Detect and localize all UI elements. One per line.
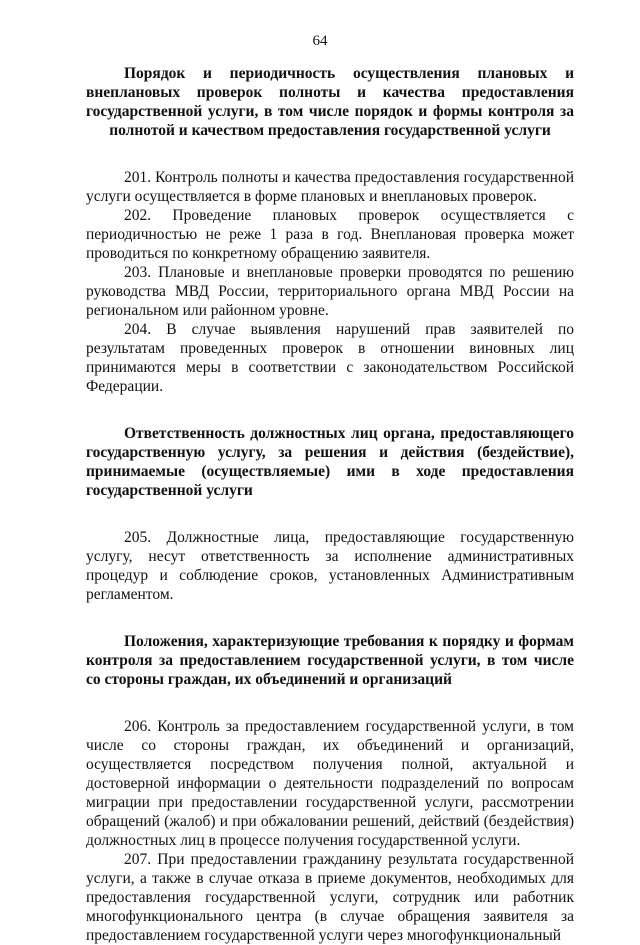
paragraph-202: 202. Проведение плановых проверок осуществляется с периодичностью не реже 1 раза в год. Внеплановая проверка может проводиться по конкретному обращению заявителя. xyxy=(86,207,574,262)
paragraph-203: 203. Плановые и внеплановые проверки проводятся по решению руководства МВД России, территориального органа МВД России на региональном или районном уровне. xyxy=(86,264,574,319)
section-heading-control: Положения, характеризующие требования к порядку и формам контроля за предоставлением государственной услуги, в том числе со стороны граждан, их объединений и организаций xyxy=(86,633,574,688)
page-content xyxy=(86,64,574,945)
paragraph-205: 205. Должностные лица, предоставляющие государственную услугу, несут ответственность за исполнение административных процедур и соблюдение сроков, установленных Административным регламентом. xyxy=(86,529,574,603)
section-inspections xyxy=(86,64,574,396)
paragraph-206: 206. Контроль за предоставлением государственной услуги, в том числе со стороны граждан, их объединений и организаций, осуществляется посредством получения полной, актуальной и достоверной информации о деятельности подразделений по вопросам миграции при предоставлении государственной услуги, рассмотрении обращений (жалоб) и при обжаловании решений, действий (бездействия) должностных лиц в процессе получения государственной услуги. xyxy=(86,718,574,849)
section-heading-inspections: Порядок и периодичность осуществления плановых и внеплановых проверок полноты и качества предоставления государственной услуги, в том числе порядок и формы контроля за полнотой и качеством предоставления государственной услуги xyxy=(86,65,574,139)
section-heading-responsibility: Ответственность должностных лиц органа, предоставляющего государственную услугу, за решения и действия (бездействие), принимаемые (осуществляемые) ими в ходе предоставления государственной услуги xyxy=(86,425,574,499)
paragraph-204: 204. В случае выявления нарушений прав заявителей по результатам проведенных проверок в отношении виновных лиц принимаются меры в соответствии с законодательством Российской Федерации. xyxy=(86,321,574,395)
paragraph-201: 201. Контроль полноты и качества предоставления государственной услуги осуществляется в форме плановых и внеплановых проверок. xyxy=(86,169,574,205)
section-control-requirements xyxy=(86,632,574,945)
page-number: 64 xyxy=(312,33,328,49)
section-responsibility xyxy=(86,424,574,604)
paragraph-207: 207. При предоставлении гражданину результата государственной услуги, а также в случае отказа в приеме документов, необходимых для предоставления государственной услуги, сотрудник или работник многофункционального центра (в случае обращения заявителя за предоставлением государственной услуги через многофункциональный xyxy=(86,851,574,944)
